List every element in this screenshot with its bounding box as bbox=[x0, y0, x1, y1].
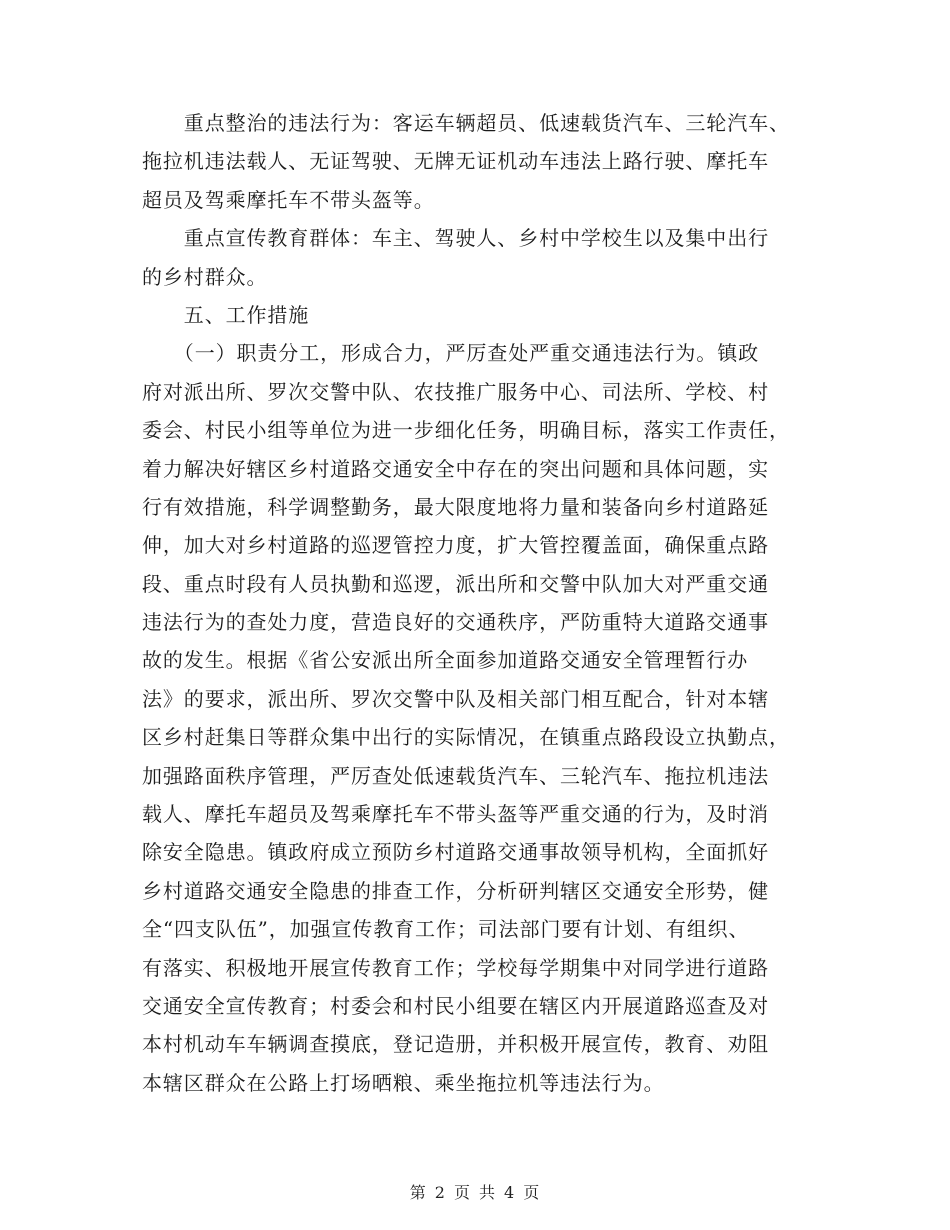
text-line: 重点宣传教育群体：车主、驾驶人、乡村中学校生以及集中出行 bbox=[142, 226, 769, 251]
text-line: 违法行为的查处力度，营造良好的交通秩序，严防重特大道路交通事 bbox=[142, 610, 769, 635]
current-page-number: 2 bbox=[434, 1183, 446, 1202]
text-line: 伸，加大对乡村道路的巡逻管控力度，扩大管控覆盖面，确保重点路 bbox=[142, 533, 769, 558]
text-line: 本辖区群众在公路上打场晒粮、乘坐拖拉机等违法行为。 bbox=[142, 1070, 665, 1095]
text-line: 超员及驾乘摩托车不带头盔等。 bbox=[142, 187, 435, 212]
footer-total-word: 共 bbox=[479, 1183, 497, 1202]
text-line: 全“四支队伍”，加强宣传教育工作；司法部门要有计划、有组织、 bbox=[142, 917, 750, 942]
total-pages-number: 4 bbox=[504, 1183, 516, 1202]
body-text bbox=[142, 104, 822, 1102]
text-line: 有落实、积极地开展宣传教育工作；学校每学期集中对同学进行道路 bbox=[142, 955, 769, 980]
text-line: 府对派出所、罗次交警中队、农技推广服务中心、司法所、学校、村 bbox=[142, 379, 769, 404]
text-line: 除安全隐患。镇政府成立预防乡村道路交通事故领导机构，全面抓好 bbox=[142, 840, 769, 865]
text-line: 本村机动车车辆调查摸底，登记造册，并积极开展宣传，教育、劝阻 bbox=[142, 1032, 769, 1057]
text-line: 行有效措施，科学调整勤务，最大限度地将力量和装备向乡村道路延 bbox=[142, 494, 769, 519]
text-line: 委会、村民小组等单位为进一步细化任务，明确目标，落实工作责任， bbox=[142, 418, 790, 443]
text-line: （一）职责分工，形成合力，严厉查处严重交通违法行为。镇政 bbox=[142, 341, 759, 366]
text-line: 故的发生。根据《省公安派出所全面参加道路交通安全管理暂行办 bbox=[142, 648, 749, 673]
text-line: 加强路面秩序管理，严厉查处低速载货汽车、三轮汽车、拖拉机违法 bbox=[142, 763, 769, 788]
section-heading: 五、工作措施 bbox=[142, 302, 310, 327]
footer-prefix: 第 bbox=[409, 1183, 427, 1202]
text-line: 载人、摩托车超员及驾乘摩托车不带头盔等严重交通的行为，及时消 bbox=[142, 802, 769, 827]
text-line: 重点整治的违法行为：客运车辆超员、低速载货汽车、三轮汽车、 bbox=[142, 111, 790, 135]
footer-page-word: 页 bbox=[453, 1183, 471, 1202]
footer-suffix: 页 bbox=[523, 1183, 541, 1202]
text-line: 区乡村赶集日等群众集中出行的实际情况，在镇重点路段设立执勤点， bbox=[142, 725, 790, 750]
text-line: 拖拉机违法载人、无证驾驶、无牌无证机动车违法上路行驶、摩托车 bbox=[142, 149, 769, 174]
text-line: 交通安全宣传教育；村委会和村民小组要在辖区内开展道路巡查及对 bbox=[142, 993, 769, 1018]
text-line: 法》的要求，派出所、罗次交警中队及相关部门相互配合，针对本辖 bbox=[142, 686, 769, 711]
text-line: 乡村道路交通安全隐患的排查工作，分析研判辖区交通安全形势，健 bbox=[142, 878, 769, 903]
text-line: 的乡村群众。 bbox=[142, 264, 268, 289]
page-footer bbox=[0, 1180, 950, 1203]
text-line: 着力解决好辖区乡村道路交通安全中存在的突出问题和具体问题，实 bbox=[142, 456, 769, 481]
text-line: 段、重点时段有人员执勤和巡逻，派出所和交警中队加大对严重交通 bbox=[142, 571, 769, 596]
